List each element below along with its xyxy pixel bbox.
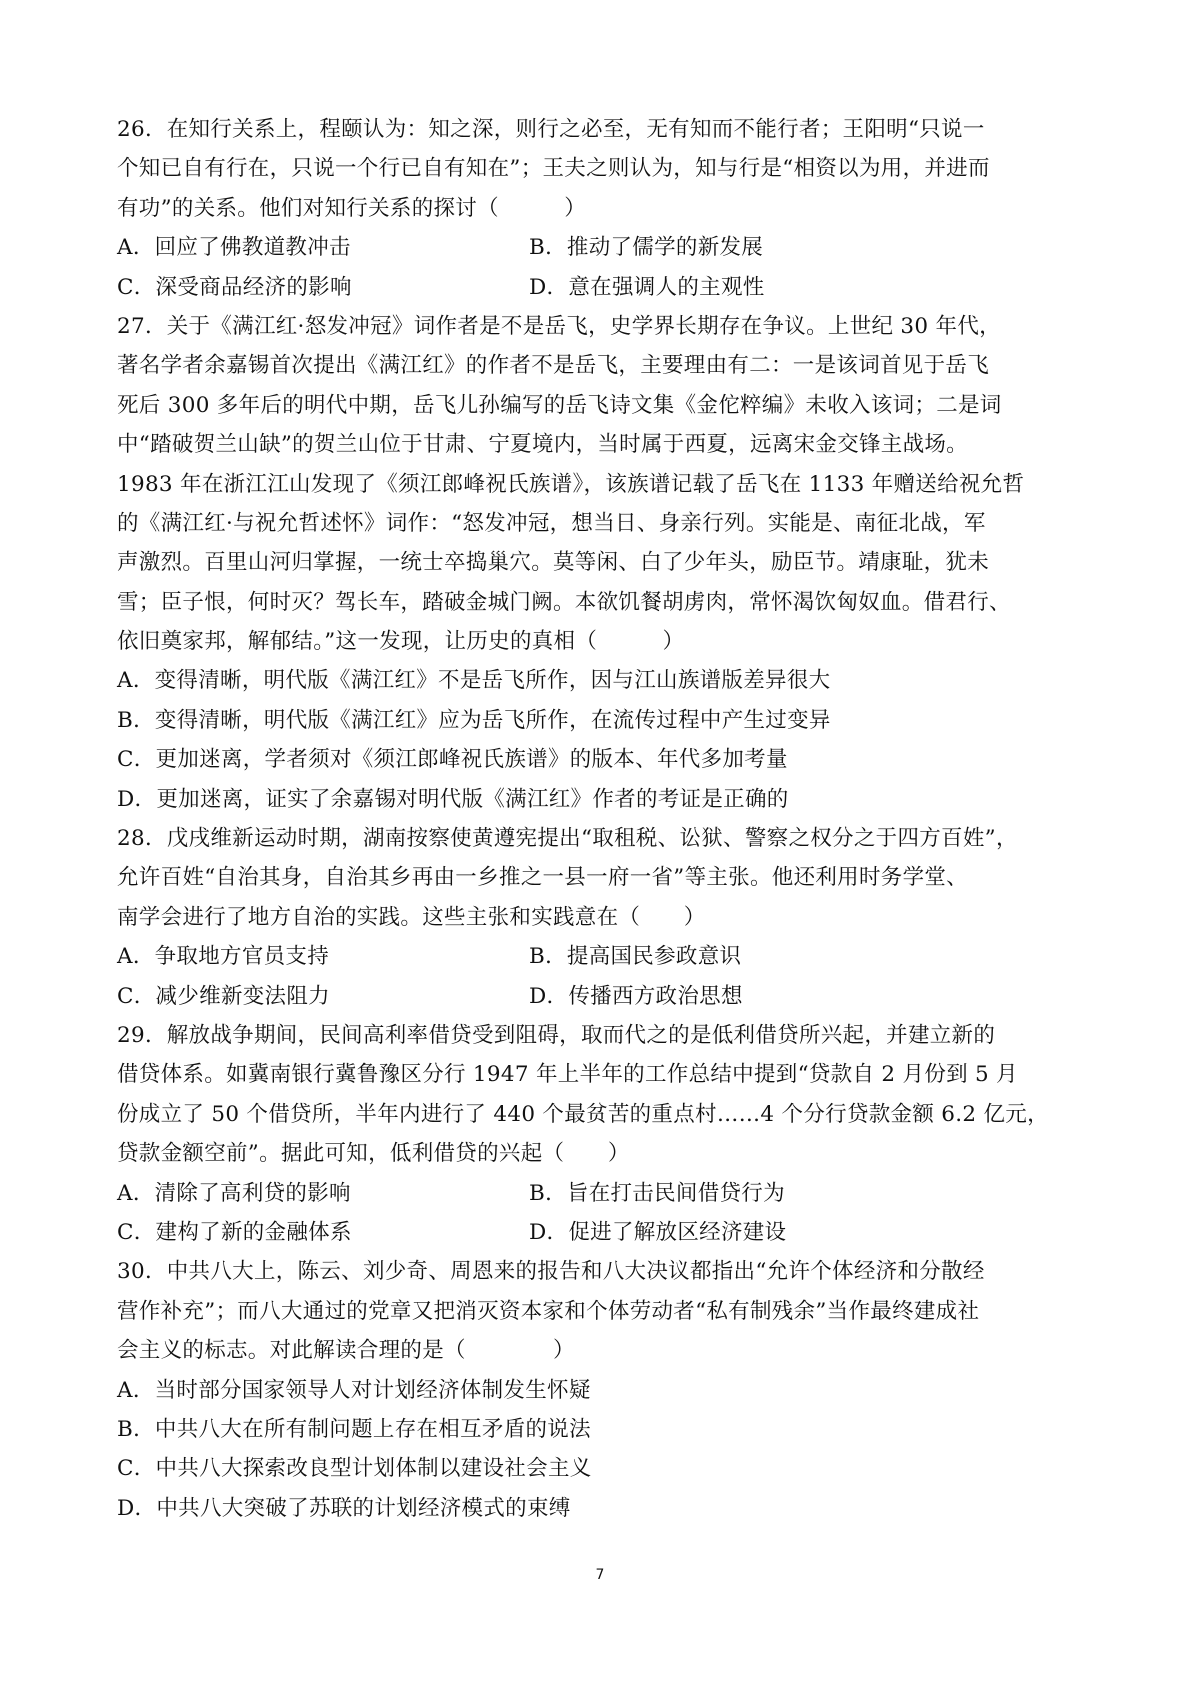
option-row bbox=[117, 268, 1097, 307]
question-text-line: 著名学者余嘉锡首次提出《满江红》的作者不是岳飞，主要理由有二：一是该词首见于岳飞 bbox=[117, 353, 990, 379]
option-c: C．中共八大探索改良型计划体制以建设社会主义 bbox=[117, 1456, 592, 1482]
question-text-line: 27．关于《满江红·怒发冲冠》词作者是不是岳飞，史学界长期存在争议。上世纪 30 年代， bbox=[117, 313, 1001, 339]
option-a: A．争取地方官员支持 bbox=[117, 944, 330, 970]
question-text-line: 贷款金额空前”。据此可知，低利借贷的兴起（ ） bbox=[117, 1141, 630, 1167]
question-text-line: 的《满江红·与祝允哲述怀》词作：“怒发冲冠，想当日、身亲行列。实能是、南征北战，军 bbox=[117, 510, 986, 536]
question-28 bbox=[117, 819, 1097, 1016]
question-text-line: 有功”的关系。他们对知行关系的探讨（ ） bbox=[117, 195, 587, 221]
option-c: C．更加迷离，学者须对《须江郎峰祝氏族谱》的版本、年代多加考量 bbox=[117, 747, 788, 773]
question-text-line: 中“踏破贺兰山缺”的贺兰山位于甘肃、宁夏境内，当时属于西夏，远离宋金交锋主战场。 bbox=[117, 432, 968, 458]
question-text-line: 雪；臣子恨，何时灭？驾长车，踏破金城门阙。本欲饥餐胡虏肉，常怀渴饮匈奴血。借君行、 bbox=[117, 589, 1011, 615]
question-text-line: 1983 年在浙江江山发现了《须江郎峰祝氏族谱》，该族谱记载了岳飞在 1133 年赠送给祝允哲 bbox=[117, 471, 1025, 497]
option-a: A．回应了佛教道教冲击 bbox=[117, 235, 351, 261]
question-text-line: 依旧奠家邦，解郁结。”这一发现，让历史的真相（ ） bbox=[117, 629, 685, 655]
question-text-line: 声激烈。百里山河归掌握，一统士卒捣巢穴。莫等闲、白了少年头，励臣节。靖康耻，犹未 bbox=[117, 550, 990, 576]
option-row bbox=[117, 1174, 1097, 1213]
question-text-line: 个知已自有行在，只说一个行已自有知在”；王夫之则认为，知与行是“相资以为用，并进而 bbox=[117, 156, 990, 182]
option-a: A．当时部分国家领导人对计划经济体制发生怀疑 bbox=[117, 1377, 591, 1403]
option-d: D．意在强调人的主观性 bbox=[529, 274, 765, 300]
question-text-line: 死后 300 多年后的明代中期，岳飞儿孙编写的岳飞诗文集《金佗粹编》未收入该词；二是词 bbox=[117, 392, 1002, 418]
option-b: B．旨在打击民间借贷行为 bbox=[529, 1180, 785, 1206]
question-29 bbox=[117, 1016, 1097, 1252]
option-row bbox=[117, 1213, 1097, 1252]
option-row bbox=[117, 228, 1097, 267]
question-text-line: 南学会进行了地方自治的实践。这些主张和实践意在（ ） bbox=[117, 904, 706, 930]
option-b: B．提高国民参政意识 bbox=[529, 944, 742, 970]
question-text-line: 借贷体系。如冀南银行冀鲁豫区分行 1947 年上半年的工作总结中提到“贷款自 2 月份到 5 月 bbox=[117, 1062, 1018, 1088]
option-row bbox=[117, 937, 1097, 976]
option-d: D．更加迷离，证实了余嘉锡对明代版《满江红》作者的考证是正确的 bbox=[117, 786, 789, 812]
question-text-line: 份成立了 50 个借贷所，半年内进行了 440 个最贫苦的重点村……4 个分行贷款金额 6.2 亿元， bbox=[117, 1101, 1049, 1127]
option-b: B．变得清晰，明代版《满江红》应为岳飞所作，在流传过程中产生过变异 bbox=[117, 707, 831, 733]
question-text-line: 会主义的标志。对此解读合理的是（ ） bbox=[117, 1338, 575, 1364]
option-b: B．中共八大在所有制问题上存在相互矛盾的说法 bbox=[117, 1416, 591, 1442]
option-a: A．变得清晰，明代版《满江红》不是岳飞所作，因与江山族谱版差异很大 bbox=[117, 668, 831, 694]
page-number: 7 bbox=[595, 1567, 605, 1583]
option-a: A．清除了高利贷的影响 bbox=[117, 1180, 351, 1206]
option-d: D．中共八大突破了苏联的计划经济模式的束缚 bbox=[117, 1495, 571, 1521]
question-text-line: 28．戊戌维新运动时期，湖南按察使黄遵宪提出“取租税、讼狱、警察之权分之于四方百姓”， bbox=[117, 826, 1018, 852]
question-text-line: 营作补充”；而八大通过的党章又把消灭资本家和个体劳动者“私有制残余”当作最终建成社 bbox=[117, 1298, 980, 1324]
option-c: C．建构了新的金融体系 bbox=[117, 1219, 352, 1245]
question-text-line: 允许百姓“自治其身，自治其乡再由一乡推之一县一府一省”等主张。他还利用时务学堂、 bbox=[117, 865, 968, 891]
option-d: D．促进了解放区经济建设 bbox=[529, 1219, 787, 1245]
question-text-line: 30．中共八大上，陈云、刘少奇、周恩来的报告和八大决议都指出“允许个体经济和分散经 bbox=[117, 1259, 985, 1285]
question-30 bbox=[117, 1252, 1097, 1528]
option-c: C．减少维新变法阻力 bbox=[117, 983, 330, 1009]
option-d: D．传播西方政治思想 bbox=[529, 983, 743, 1009]
option-c: C．深受商品经济的影响 bbox=[117, 274, 352, 300]
option-row bbox=[117, 977, 1097, 1016]
question-text-line: 29．解放战争期间，民间高利率借贷受到阻碍，取而代之的是低利借贷所兴起，并建立新的 bbox=[117, 1022, 996, 1048]
exam-page bbox=[117, 110, 1097, 1528]
question-26 bbox=[117, 110, 1097, 307]
question-text-line: 26．在知行关系上，程颐认为：知之深，则行之必至，无有知而不能行者；王阳明“只说一 bbox=[117, 117, 985, 142]
question-27 bbox=[117, 307, 1097, 819]
option-b: B．推动了儒学的新发展 bbox=[529, 235, 764, 261]
